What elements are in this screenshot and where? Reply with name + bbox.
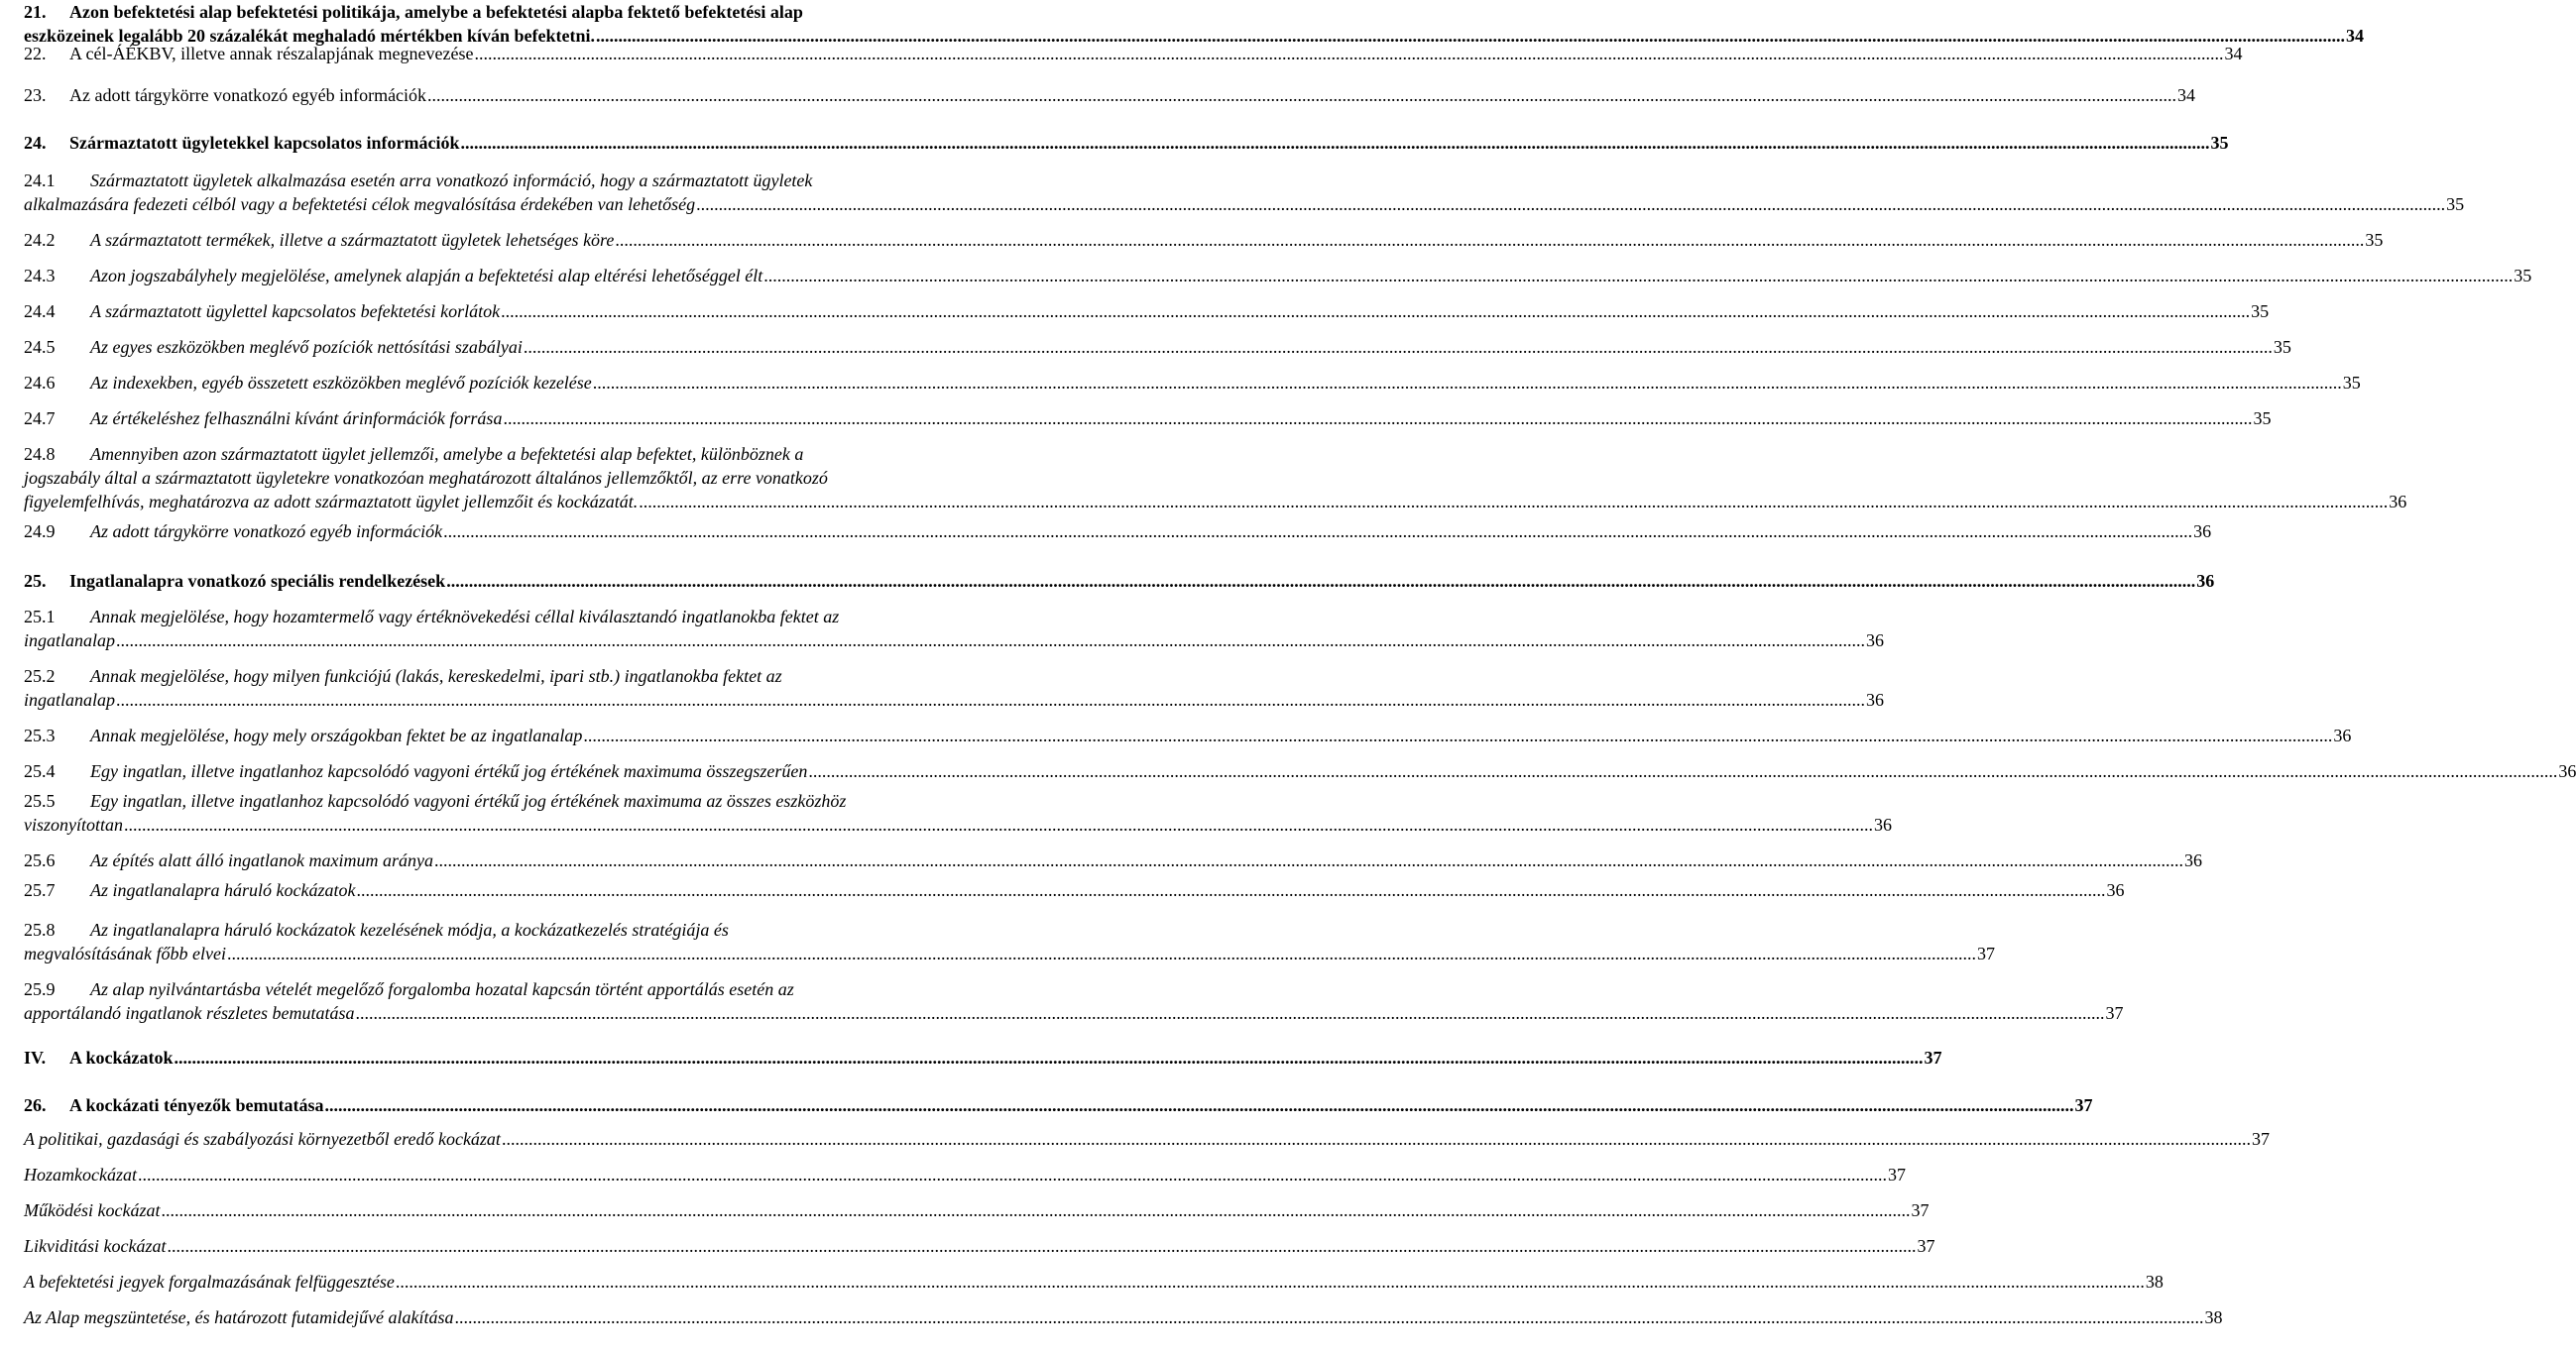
toc-line: [24, 299, 2270, 323]
page-number: 35: [2446, 194, 2465, 214]
toc-number: 25.4: [24, 761, 56, 781]
dot-leader: [503, 406, 2252, 430]
toc-number: IV.: [24, 1048, 47, 1068]
toc-entry[interactable]: [24, 264, 2532, 287]
page-number: 35: [2365, 230, 2384, 250]
toc-number: 21.: [24, 2, 47, 22]
toc-entry[interactable]: [24, 1046, 1942, 1070]
dot-leader: [593, 371, 2342, 395]
toc-entry[interactable]: [24, 664, 1885, 712]
dot-leader: [808, 759, 2557, 783]
toc-entry[interactable]: [24, 42, 2243, 65]
dot-leader: [524, 335, 2273, 359]
dot-leader: [427, 83, 2176, 107]
page-number: 35: [2210, 133, 2229, 153]
page-number: 37: [2251, 1129, 2270, 1149]
toc-line: [24, 605, 952, 628]
toc-entry[interactable]: [24, 569, 2215, 593]
toc-line: [24, 1001, 2124, 1025]
dot-leader: [324, 1093, 2073, 1117]
page-number: 35: [2342, 373, 2361, 393]
page-number: 36: [2193, 521, 2212, 541]
dot-leader: [583, 724, 2332, 747]
toc-number: 24.1: [24, 170, 56, 190]
dot-leader: [460, 131, 2209, 155]
dot-leader: [763, 264, 2513, 287]
page-number: 37: [1976, 944, 1995, 963]
toc-entry[interactable]: [24, 1305, 2223, 1329]
toc-number: 24.3: [24, 266, 56, 285]
toc-title: Származtatott ügyletek alkalmazása esetén arra vonatkozó információ, hogy a származtatott ügyletek: [90, 170, 813, 190]
page-number: 36: [2389, 492, 2407, 511]
toc-line: [24, 789, 952, 813]
page-number: 36: [2183, 850, 2202, 870]
toc-title: A kockázatok: [69, 1048, 174, 1068]
page-number: 37: [2074, 1095, 2093, 1115]
page-number: 37: [1911, 1200, 1930, 1220]
toc-title: Az indexekben, egyéb összetett eszközökben meglévő pozíciók kezelése: [90, 373, 592, 393]
page-number: 37: [1887, 1165, 1906, 1185]
toc-number: 25.7: [24, 880, 56, 900]
toc-title: alkalmazására fedezeti célból vagy a befektetési célok megvalósítása érdekében van lehetőség: [24, 194, 696, 214]
toc-title: Az ingatlanalapra háruló kockázatok kezelésének módja, a kockázatkezelés stratégiája és: [90, 920, 729, 940]
toc-line: [24, 878, 2125, 902]
toc-title: apportálandó ingatlanok részletes bemutatása: [24, 1003, 355, 1023]
toc-line: [24, 1127, 2270, 1151]
toc-number: 24.2: [24, 230, 56, 250]
toc-entry[interactable]: [24, 789, 1892, 837]
toc-line: [24, 688, 1885, 712]
page-number: 36: [2333, 726, 2352, 745]
toc-title: eszközeinek legalább 20 százalékát meghaladó mértékben kíván befektetni.: [24, 26, 595, 46]
toc-entry[interactable]: [24, 1198, 1930, 1222]
toc-title: Azon jogszabályhely megjelölése, amelynek alapján a befektetési alap eltérési lehetőséggel élt: [90, 266, 763, 285]
toc-line: [24, 569, 2215, 593]
dot-leader: [475, 42, 2224, 65]
toc-entry[interactable]: [24, 299, 2270, 323]
toc-title: A származtatott termékek, illetve a származtatott ügyletek lehetséges köre: [90, 230, 615, 250]
toc-entry[interactable]: [24, 1093, 2093, 1117]
toc-title: Működési kockázat: [24, 1200, 161, 1220]
toc-title: figyelemfelhívás, meghatározva az adott származtatott ügylet jellemzőit és kockázatát.: [24, 492, 639, 511]
toc-line: [24, 42, 2243, 65]
toc-entry[interactable]: [24, 371, 2361, 395]
page-number: 38: [2204, 1307, 2223, 1327]
toc-line: [24, 442, 952, 466]
toc-title: jogszabály által a származtatott ügyletekre vonatkozóan meghatározott általános jellemzőktől, az erre vonatkozó: [24, 468, 828, 488]
toc-number: 25.1: [24, 607, 56, 626]
toc-title: A kockázati tényezők bemutatása: [69, 1095, 324, 1115]
toc-title: Az adott tárgykörre vonatkozó egyéb információk: [69, 85, 427, 105]
page-number: 37: [2105, 1003, 2124, 1023]
page-number: 36: [2558, 761, 2576, 781]
page-number: 34: [2177, 85, 2196, 105]
toc-line: [24, 724, 2352, 747]
toc-line: [24, 1198, 1930, 1222]
toc-title: Származtatott ügyletekkel kapcsolatos információk: [69, 133, 460, 153]
page-number: 35: [2251, 301, 2270, 321]
toc-number: 23.: [24, 85, 47, 105]
page-number: 37: [1917, 1236, 1935, 1256]
toc-title: Annak megjelölése, hogy hozamtermelő vagy értéknövekedési céllal kiválasztandó ingatlanokba fektet az: [90, 607, 840, 626]
dot-leader: [355, 1001, 2104, 1025]
toc-line: [24, 466, 952, 490]
dot-leader: [454, 1305, 2203, 1329]
toc-number: 26.: [24, 1095, 47, 1115]
toc-line: [24, 918, 952, 942]
toc-title: A politikai, gazdasági és szabályozási környezetből eredő kockázat: [24, 1129, 501, 1149]
toc-number: 25.: [24, 571, 47, 591]
toc-line: [24, 813, 1892, 837]
toc-title: A származtatott ügylettel kapcsolatos befektetési korlátok: [90, 301, 501, 321]
dot-leader: [116, 628, 1865, 652]
toc-line: [24, 848, 2202, 872]
toc-number: 25.3: [24, 726, 56, 745]
toc-title: Az egyes eszközökben meglévő pozíciók nettósítási szabályai: [90, 337, 523, 357]
dot-leader: [501, 299, 2250, 323]
toc-entry[interactable]: [24, 228, 2384, 252]
toc-line: [24, 519, 2212, 543]
toc-title: A befektetési jegyek forgalmazásának felfüggesztése: [24, 1272, 395, 1292]
toc-line: [24, 264, 2532, 287]
dot-leader: [356, 878, 2105, 902]
toc-title: Annak megjelölése, hogy milyen funkciójú (lakás, kereskedelmi, ipari stb.) ingatlanokba fektet az: [90, 666, 782, 686]
toc-entry[interactable]: [24, 131, 2229, 155]
toc-entry[interactable]: [24, 878, 2125, 902]
toc-entry[interactable]: [24, 724, 2352, 747]
toc-number: 24.6: [24, 373, 56, 393]
toc-entry[interactable]: [24, 0, 2364, 48]
toc-entry[interactable]: [24, 605, 1885, 652]
page-number: 35: [2253, 408, 2272, 428]
toc-number: 25.2: [24, 666, 56, 686]
toc-entry[interactable]: [24, 83, 2196, 107]
toc-title: Az ingatlanalapra háruló kockázatok: [90, 880, 356, 900]
toc-line: [24, 1270, 2164, 1294]
toc-number: 24.5: [24, 337, 56, 357]
toc-title: Egy ingatlan, illetve ingatlanhoz kapcsolódó vagyoni értékű jog értékének maximuma az összes eszközhöz: [90, 791, 847, 811]
toc-line: [24, 490, 2407, 513]
toc-number: 24.7: [24, 408, 56, 428]
page-number: 36: [1866, 630, 1885, 650]
toc-title: Hozamkockázat: [24, 1165, 137, 1185]
toc-entry[interactable]: [24, 918, 1995, 965]
toc-title: Egy ingatlan, illetve ingatlanhoz kapcsolódó vagyoni értékű jog értékének maximuma összegszerűen: [90, 761, 808, 781]
toc-title: A cél-ÁÉKBV, illetve annak részalapjának megnevezése: [69, 44, 474, 63]
toc-title: viszonyítottan: [24, 815, 123, 835]
toc-line: [24, 0, 952, 24]
toc-title: Az értékeléshez felhasználni kívánt árinformációk forrása: [90, 408, 503, 428]
toc-title: megvalósításának főbb elvei: [24, 944, 226, 963]
dot-leader: [615, 228, 2364, 252]
toc-title: Az Alap megszüntetése, és határozott futamidejűvé alakítása: [24, 1307, 454, 1327]
toc-number: 24.: [24, 133, 47, 153]
page-number: 36: [1874, 815, 1892, 835]
toc-number: 25.5: [24, 791, 56, 811]
page-number: 37: [1924, 1048, 1942, 1068]
toc-entry[interactable]: [24, 1127, 2270, 1151]
toc-entry[interactable]: [24, 759, 2576, 783]
toc-title: Az építés alatt álló ingatlanok maximum aránya: [90, 850, 433, 870]
toc-line: [24, 169, 952, 192]
toc-line: [24, 1163, 1906, 1186]
page-number: 35: [2273, 337, 2291, 357]
toc-number: 22.: [24, 44, 47, 63]
page-number: 34: [2345, 26, 2364, 46]
dot-leader: [167, 1234, 1916, 1258]
toc-title: ingatlanalap: [24, 630, 116, 650]
toc-title: Azon befektetési alap befektetési politikája, amelybe a befektetési alapba fektető befektetési alap: [69, 2, 803, 22]
toc-line: [24, 1305, 2223, 1329]
dot-leader: [446, 569, 2195, 593]
dot-leader: [124, 813, 1873, 837]
toc-line: [24, 131, 2229, 155]
page-number: 36: [2196, 571, 2215, 591]
toc-entry[interactable]: [24, 406, 2272, 430]
toc-line: [24, 1046, 1942, 1070]
toc-number: 25.8: [24, 920, 56, 940]
page-number: 38: [2145, 1272, 2164, 1292]
dot-leader: [227, 942, 1976, 965]
toc-number: 25.6: [24, 850, 56, 870]
toc-line: [24, 628, 1885, 652]
toc-title: Az alap nyilvántartásba vételét megelőző forgalomba hozatal kapcsán történt apportálás esetén az: [90, 979, 794, 999]
toc-line: [24, 335, 2291, 359]
dot-leader: [175, 1046, 1924, 1070]
toc-title: ingatlanalap: [24, 690, 116, 710]
toc-line: [24, 228, 2384, 252]
toc-entry[interactable]: [24, 977, 2124, 1025]
toc-line: [24, 942, 1995, 965]
toc-title: Amennyiben azon származtatott ügylet jellemzői, amelybe a befektetési alap befektet, különböznek a: [90, 444, 804, 464]
dot-leader: [396, 1270, 2145, 1294]
page-number: 35: [2514, 266, 2532, 285]
toc-entry[interactable]: [24, 1234, 1935, 1258]
toc-line: [24, 664, 952, 688]
toc-line: [24, 977, 952, 1001]
toc-number: 25.9: [24, 979, 56, 999]
toc-entry[interactable]: [24, 169, 2465, 216]
dot-leader: [639, 490, 2388, 513]
toc-entry[interactable]: [24, 1163, 1906, 1186]
toc-line: [24, 1234, 1935, 1258]
dot-leader: [696, 192, 2445, 216]
toc-line: [24, 406, 2272, 430]
dot-leader: [138, 1163, 1887, 1186]
page-number: 36: [1866, 690, 1885, 710]
toc-number: 24.4: [24, 301, 56, 321]
toc-number: 24.8: [24, 444, 56, 464]
toc-title: Likviditási kockázat: [24, 1236, 167, 1256]
toc-line: [24, 759, 2576, 783]
toc-line: [24, 1093, 2093, 1117]
page-number: 34: [2224, 44, 2243, 63]
page-number: 36: [2106, 880, 2125, 900]
toc-title: Ingatlanalapra vonatkozó speciális rendelkezések: [69, 571, 446, 591]
toc-line: [24, 192, 2465, 216]
dot-leader: [161, 1198, 1910, 1222]
dot-leader: [434, 848, 2183, 872]
toc-line: [24, 83, 2196, 107]
dot-leader: [116, 688, 1865, 712]
toc-title: Az adott tárgykörre vonatkozó egyéb információk: [90, 521, 443, 541]
toc-entry[interactable]: [24, 519, 2212, 543]
dot-leader: [443, 519, 2192, 543]
toc-title: Annak megjelölése, hogy mely országokban fektet be az ingatlanalap: [90, 726, 583, 745]
toc-entry[interactable]: [24, 1270, 2164, 1294]
toc-entry[interactable]: [24, 335, 2291, 359]
toc-line: [24, 371, 2361, 395]
toc-entry[interactable]: [24, 442, 2407, 513]
toc-number: 24.9: [24, 521, 56, 541]
toc-entry[interactable]: [24, 848, 2202, 872]
dot-leader: [502, 1127, 2251, 1151]
